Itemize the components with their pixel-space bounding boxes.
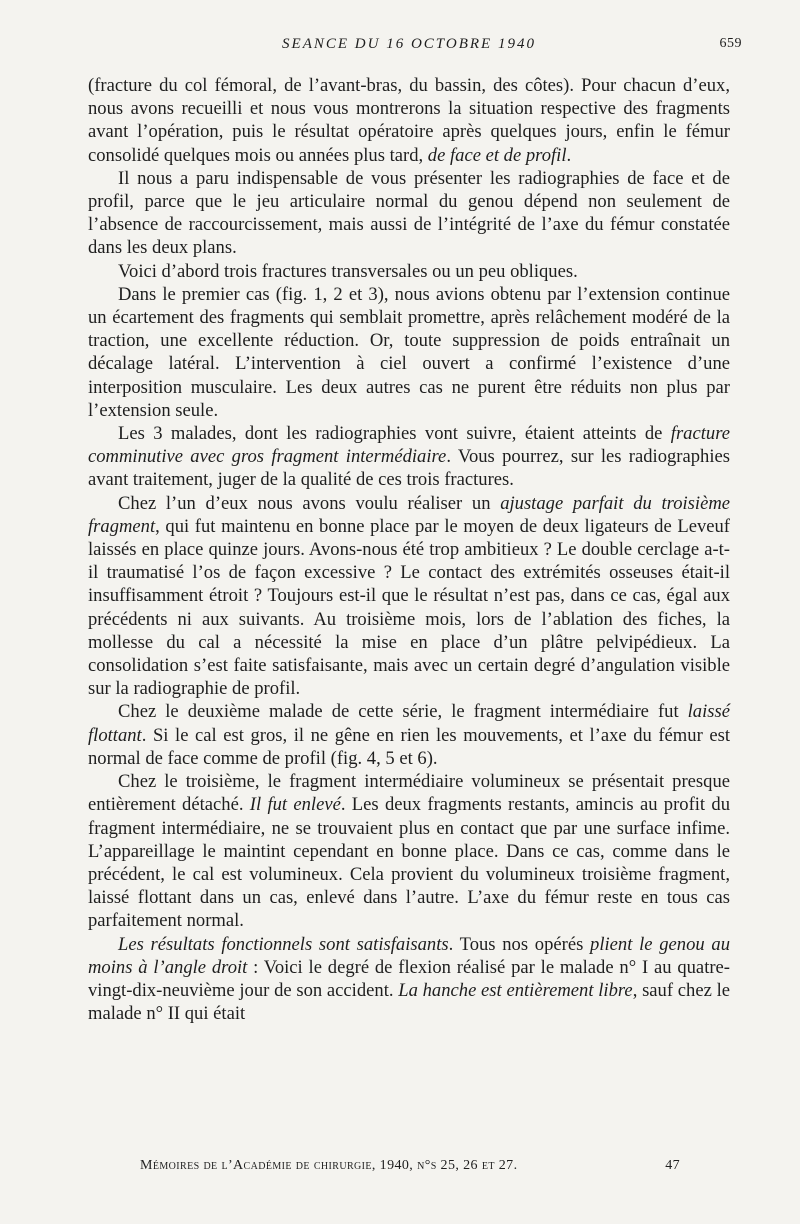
body-text: [88, 74, 730, 1025]
italic-text: de face et de profil: [427, 144, 567, 166]
text-run: , sauf chez le malade n° II qui était: [88, 979, 730, 1025]
italic-text: Il fut enlevé: [249, 794, 341, 816]
italic-text: La hanche est entièrement libre: [398, 979, 633, 1001]
text-run: Il nous a paru indispensable de vous présenter les radiographies de face et de profil, parce que le jeu articulaire normal du genou dépend non seulement de l’absence de raccourcissement, mais aussi de l’intégrité de l’axe du fémur constatée dans les deux plans.: [88, 167, 730, 259]
text-run: .: [566, 144, 572, 166]
paragraph: [88, 700, 730, 770]
paragraph: [88, 422, 730, 492]
running-title: SEANCE DU 16 OCTOBRE 1940: [282, 36, 536, 52]
text-run: : Voici le degré de flexion réalisé par le malade n° I au quatre-vingt-dix-neuvième jour de son accident.: [88, 956, 730, 1001]
text-run: Chez le deuxième malade de cette série, le fragment intermédiaire fut: [118, 701, 688, 723]
page-footer: [140, 1158, 680, 1174]
text-run: Chez l’un d’eux nous avons voulu réaliser un: [118, 492, 501, 514]
paragraph: [88, 260, 730, 283]
text-run: , qui fut maintenu en bonne place par le moyen de deux ligateurs de Leveuf laissés en place quinze jours. Avons-nous été trop ambitieux ? Le double cerclage a-t-il traumatisé l’os de façon excessive ? Le contact des extrémités osseuses était-il insuffisamment étroit ? Toujours est-il que le résultat n’est pas, dans ce cas, égal aux précédents ni aux suivants. Au troisième mois, lors de l’ablation des fiches, la mollesse du cal a nécessité la mise en place d’un plâtre pelvipédieux. La consolidation s’est faite satisfaisante, mais avec un certain degré d’angulation visible sur la radiographie de profil.: [88, 515, 730, 700]
paragraph: [88, 492, 730, 701]
paragraph: [88, 283, 730, 422]
text-run: . Si le cal est gros, il ne gêne en rien les mouvements, et l’axe du fémur est normal de face comme de profil (fig. 4, 5 et 6).: [88, 724, 730, 769]
italic-text: ajustage parfait du troisième fragment: [88, 492, 730, 537]
page-header: [88, 30, 742, 54]
text-run: (fracture du col fémoral, de l’avant-bras, du bassin, des côtes). Pour chacun d’eux, nous avons recueilli et nous vous montrerons la situation respective des fragments avant l’opération, puis le résultat opératoire après quelques jours, enfin le fémur consolidé quelques mois ou années plus tard,: [88, 75, 730, 166]
footer-journal-reference: Mémoires de l’Académie de chirurgie, 1940, n°s 25, 26 et 27.: [140, 1158, 518, 1173]
page-number: 659: [719, 36, 742, 51]
italic-text: plient le genou au moins à l’angle droit: [88, 933, 730, 978]
text-run: . Vous pourrez, sur les radiographies avant traitement, juger de la qualité de ces trois fractures.: [88, 446, 730, 491]
paragraph: [88, 167, 730, 260]
text-run: Dans le premier cas (fig. 1, 2 et 3), nous avions obtenu par l’extension continue un écartement des fragments qui semblait promettre, après relâchement modéré de la traction, une excellente réduction. Or, toute suppression de poids entraînait un décalage latéral. L’intervention à ciel ouvert a confirmé l’existence d’une interposition musculaire. Les deux autres cas ne purent être réduits non plus par l’extension seule.: [88, 283, 730, 421]
paragraph: [88, 74, 730, 167]
italic-text: fracture comminutive avec gros fragment intermédiaire: [88, 423, 730, 468]
italic-text: laissé flottant: [88, 701, 730, 746]
text-run: Voici d’abord trois fractures transversales ou un peu obliques.: [118, 260, 578, 282]
italic-text: Les résultats fonctionnels sont satisfaisants: [118, 933, 449, 955]
paragraph: [88, 933, 730, 1026]
text-run: . Les deux fragments restants, amincis au profit du fragment intermédiaire, ne se trouvaient plus en contact que par une surface infime. L’appareillage le maintint cependant en bonne place. Dans ce cas, comme dans le précédent, le cal est volumineux. Cela provient du volumineux troisième fragment, laissé flottant dans un cas, enlevé dans l’autre. L’axe du fémur reste en tous cas parfaitement normal.: [88, 794, 730, 932]
text-run: . Tous nos opérés: [448, 933, 591, 955]
footer-signature-mark: 47: [665, 1158, 680, 1173]
text-run: Chez le troisième, le fragment intermédiaire volumineux se présentait presque entièrement détaché.: [88, 771, 730, 816]
text-run: Les 3 malades, dont les radiographies vont suivre, étaient atteints de: [118, 423, 671, 445]
paragraph: [88, 770, 730, 932]
